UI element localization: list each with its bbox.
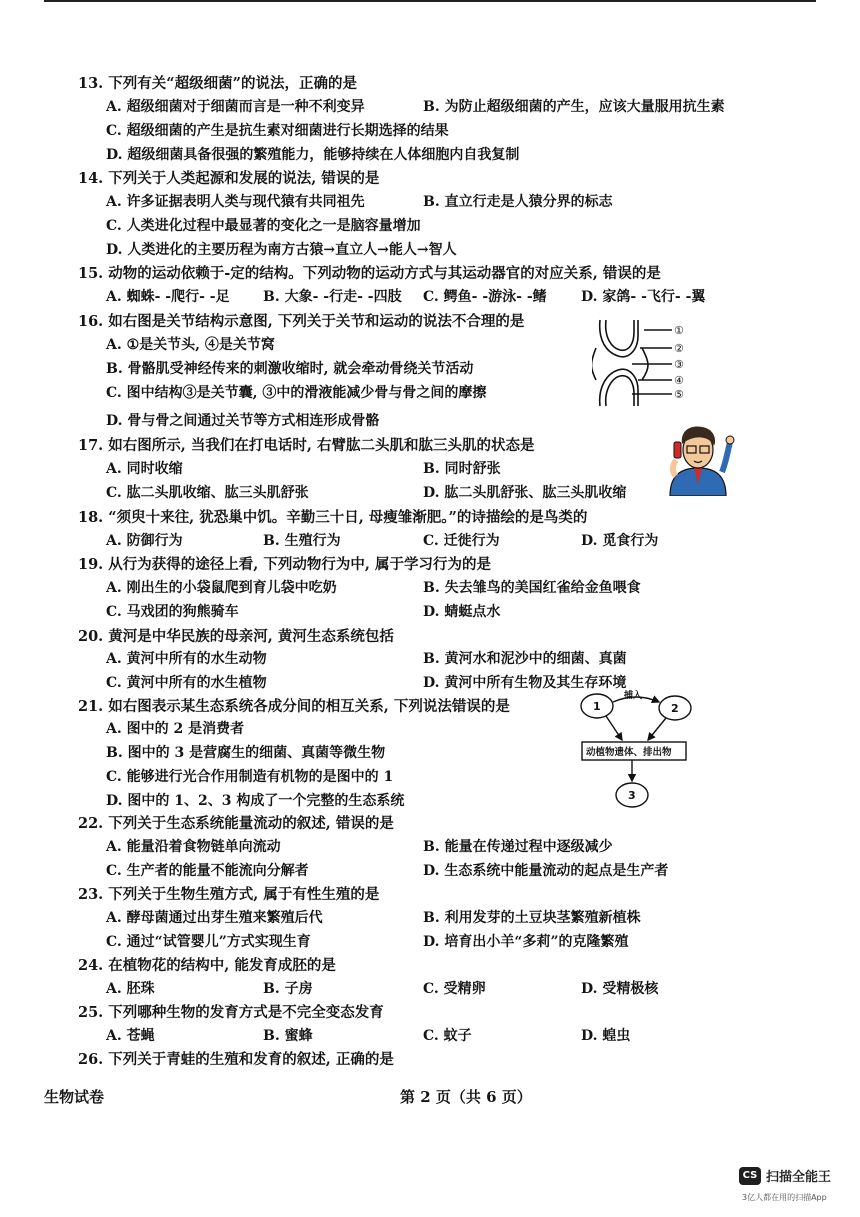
q25-option-d: D. 蝗虫 [581,1028,631,1044]
eco-node-3-label: 3 [628,789,636,802]
question-15-stem: 15. 动物的运动依赖于-定的结构。下列动物的运动方式与其运动器官的对应关系, 错误的是 [78,265,661,282]
joint-structure-figure [592,318,692,408]
q24-option-a: A. 胚珠 [106,981,155,997]
q22-option-d: D. 生态系统中能量流动的起点是生产者 [423,863,669,879]
joint-label-4: ④ [674,374,684,387]
q21-option-b: B. 图中的 3 是营腐生的细菌、真菌等微生物 [106,745,386,761]
q20-option-b: B. 黄河水和泥沙中的细菌、真菌 [423,651,627,667]
eco-node-2-label: 2 [671,702,679,715]
joint-label-5: ⑤ [674,388,684,401]
question-25-stem: 25. 下列哪种生物的发育方式是不完全变态发育 [78,1004,384,1021]
q23-option-b: B. 利用发芽的土豆块茎繁殖新植株 [423,910,641,926]
question-24-stem: 24. 在植物花的结构中, 能发育成胚的是 [78,957,336,974]
q13-option-c: C. 超级细菌的产生是抗生素对细菌进行长期选择的结果 [106,123,449,139]
q23-option-d: D. 培育出小羊“多莉”的克隆繁殖 [423,934,629,950]
question-26-stem: 26. 下列关于青蛙的生殖和发育的叙述, 正确的是 [78,1051,394,1068]
joint-label-3: ③ [674,358,684,371]
q21-option-a: A. 图中的 2 是消费者 [106,721,245,737]
q13-option-a: A. 超级细菌对于细菌而言是一种不利变异 [106,99,365,115]
q18-option-d: D. 觅食行为 [581,533,659,549]
question-18-stem: 18. “须臾十来往, 犹恐巢中饥。辛勤三十日, 母瘦雏渐肥。”的诗描绘的是鸟类的 [78,509,588,526]
q19-option-d: D. 蜻蜓点水 [423,604,501,620]
question-21-stem: 21. 如右图表示某生态系统各成分间的相互关系, 下列说法错误的是 [78,698,510,715]
question-23-stem: 23. 下列关于生物生殖方式, 属于有性生殖的是 [78,886,380,903]
person-on-phone-figure [660,420,736,496]
q17-option-c: C. 肱二头肌收缩、肱三头肌舒张 [106,485,309,501]
q14-option-d: D. 人类进化的主要历程为南方古猿→直立人→能人→智人 [106,242,457,258]
q19-option-c: C. 马戏团的狗熊骑车 [106,604,239,620]
question-20-stem: 20. 黄河是中华民族的母亲河, 黄河生态系统包括 [78,628,394,645]
q25-option-c: C. 蚊子 [423,1028,472,1044]
q21-option-d: D. 图中的 1、2、3 构成了一个完整的生态系统 [106,793,405,809]
q18-option-b: B. 生殖行为 [263,533,341,549]
question-14-stem: 14. 下列关于人类起源和发展的说法, 错误的是 [78,170,380,187]
q21-option-c: C. 能够进行光合作用制造有机物的是图中的 1 [106,769,394,785]
q19-option-a: A. 刚出生的小袋鼠爬到育儿袋中吃奶 [106,580,337,596]
q19-option-b: B. 失去雏鸟的美国红雀给金鱼喂食 [423,580,641,596]
phone-shape [674,442,681,458]
question-22-stem: 22. 下列关于生态系统能量流动的叙述, 错误的是 [78,815,394,832]
q22-option-c: C. 生产者的能量不能流向分解者 [106,863,309,879]
eco-box-label: 动植物遗体、排出物 [586,747,672,758]
question-13-stem: 13. 下列有关“超级细菌”的说法，正确的是 [78,75,357,92]
q20-option-a: A. 黄河中所有的水生动物 [106,651,267,667]
q25-option-a: A. 苍蝇 [106,1028,155,1044]
q15-option-d: D. 家鸽- -飞行- -翼 [581,289,706,305]
q17-option-b: B. 同时舒张 [423,461,501,477]
q16-option-b: B. 骨骼肌受神经传来的刺激收缩时, 就会牵动骨绕关节活动 [106,361,474,377]
q18-option-c: C. 迁徙行为 [423,533,500,549]
joint-label-1: ① [674,324,684,337]
camscanner-tagline: 3亿人都在用的扫描App [742,1193,827,1202]
eco-edge-label: 捕入 [624,691,643,701]
question-16-stem: 16. 如右图是关节结构示意图, 下列关于关节和运动的说法不合理的是 [78,313,525,330]
eco-node-1-label: 1 [593,700,601,713]
q15-option-b: B. 大象- -行走- -四肢 [263,289,402,305]
q20-option-c: C. 黄河中所有的水生植物 [106,675,267,691]
q17-option-d: D. 肱二头肌舒张、肱三头肌收缩 [423,485,627,501]
top-border-line [44,0,816,2]
q24-option-c: C. 受精卵 [423,981,486,997]
q22-option-a: A. 能量沿着食物链单向流动 [106,839,281,855]
camscanner-logo-icon: CS [739,1167,761,1185]
q15-option-a: A. 蜘蛛- -爬行- -足 [106,289,230,305]
q15-option-c: C. 鳄鱼- -游泳- -鳍 [423,289,547,305]
q16-option-a: A. ①是关节头, ④是关节窝 [106,337,275,353]
q23-option-c: C. 通过“试管婴儿”方式实现生育 [106,934,311,950]
q24-option-b: B. 子房 [263,981,313,997]
q17-option-a: A. 同时收缩 [106,461,183,477]
question-17-stem: 17. 如右图所示, 当我们在打电话时, 右臂肱二头肌和肱三头肌的状态是 [78,437,535,454]
q20-option-d: D. 黄河中所有生物及其生存环境 [423,675,627,691]
q13-option-d: D. 超级细菌具备很强的繁殖能力，能够持续在人体细胞内自我复制 [106,147,520,163]
q25-option-b: B. 蜜蜂 [263,1028,313,1044]
q14-option-a: A. 许多证据表明人类与现代猿有共同祖先 [106,194,365,210]
ecosystem-diagram [576,690,692,812]
q22-option-b: B. 能量在传递过程中逐级减少 [423,839,613,855]
footer-page-number: 第 2 页（共 6 页） [400,1088,532,1106]
q23-option-a: A. 酵母菌通过出芽生殖来繁殖后代 [106,910,323,926]
camscanner-name: 扫描全能王 [766,1170,832,1185]
q24-option-d: D. 受精极核 [581,981,659,997]
q18-option-a: A. 防御行为 [106,533,183,549]
q16-option-d: D. 骨与骨之间通过关节等方式相连形成骨骼 [106,413,380,429]
joint-label-2: ② [674,342,684,355]
question-19-stem: 19. 从行为获得的途径上看, 下列动物行为中, 属于学习行为的是 [78,556,491,573]
q14-option-b: B. 直立行走是人猿分界的标志 [423,194,613,210]
q16-option-c: C. 图中结构③是关节囊, ③中的滑液能减少骨与骨之间的摩擦 [106,385,487,401]
q14-option-c: C. 人类进化过程中最显著的变化之一是脑容量增加 [106,218,421,234]
q13-option-b: B. 为防止超级细菌的产生，应该大量服用抗生素 [423,99,725,115]
footer-subject: 生物试卷 [44,1088,105,1106]
